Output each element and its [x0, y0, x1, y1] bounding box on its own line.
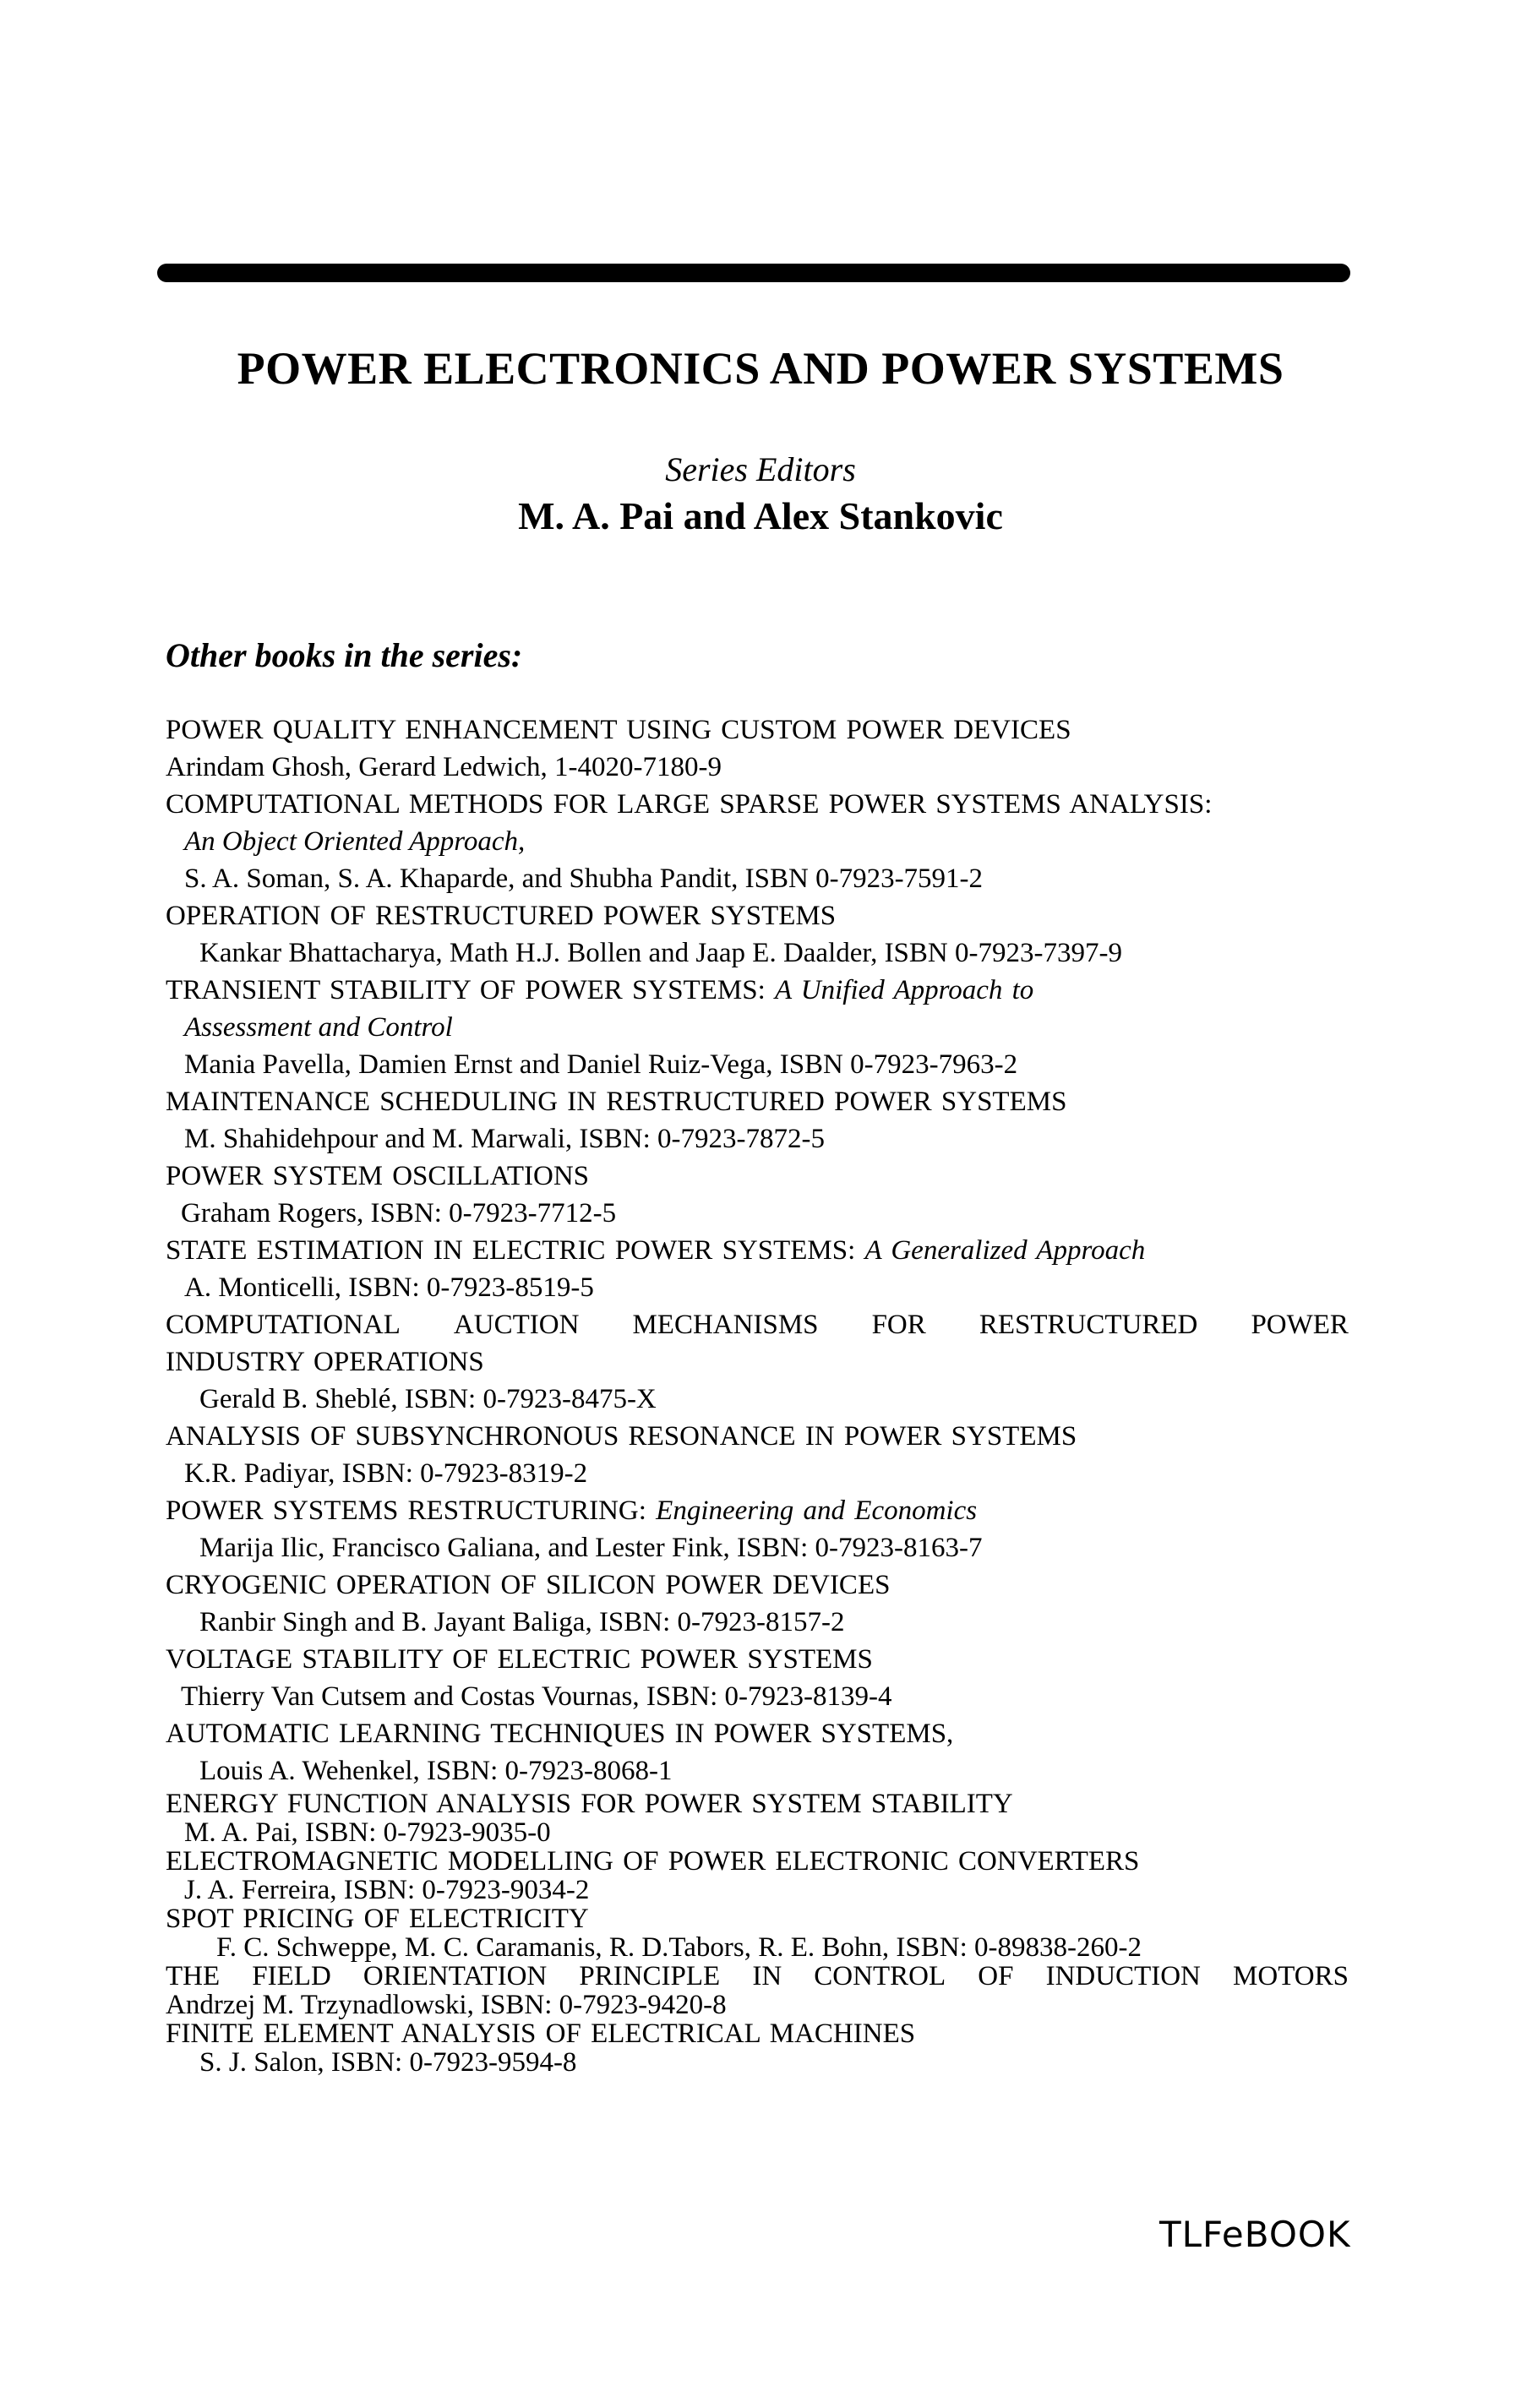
series-title: POWER ELECTRONICS AND POWER SYSTEMS	[237, 343, 1284, 394]
book-entry	[166, 1641, 1349, 1715]
book-subtitle-inline: A Generalized Approach	[864, 1235, 1146, 1266]
book-title-word: RESTRUCTURED	[979, 1310, 1198, 1340]
book-title-justified	[166, 1962, 1349, 1991]
book-title-word: POWER	[1251, 1310, 1349, 1340]
book-entry	[166, 1566, 1349, 1641]
book-title: CRYOGENIC OPERATION OF SILICON POWER DEVICES	[166, 1570, 891, 1600]
other-books-heading: Other books in the series:	[166, 636, 523, 674]
book-title: ENERGY FUNCTION ANALYSIS FOR POWER SYSTEM STABILITY	[166, 1789, 1013, 1819]
book-entry	[166, 1418, 1349, 1492]
book-entry	[166, 711, 1349, 786]
book-authors: F. C. Schweppe, M. C. Caramanis, R. D.Tabors, R. E. Bohn, ISBN: 0-89838-260-2	[216, 1932, 1142, 1963]
book-authors: M. A. Pai, ISBN: 0-7923-9035-0	[184, 1817, 551, 1848]
book-title: POWER SYSTEMS RESTRUCTURING:	[166, 1495, 646, 1526]
book-authors: Graham Rogers, ISBN: 0-7923-7712-5	[181, 1198, 617, 1229]
book-authors: Arindam Ghosh, Gerard Ledwich, 1-4020-7180-9	[166, 752, 722, 782]
series-editors-label: Series Editors	[665, 450, 856, 488]
book-entry	[166, 1083, 1349, 1158]
book-title-word: THE	[166, 1961, 221, 1991]
book-authors: A. Monticelli, ISBN: 0-7923-8519-5	[184, 1272, 594, 1303]
book-title: POWER QUALITY ENHANCEMENT USING CUSTOM POWER DEVICES	[166, 715, 1071, 745]
book-title-line	[166, 1232, 1349, 1269]
book-entry	[166, 1492, 1349, 1566]
book-authors: Kankar Bhattacharya, Math H.J. Bollen and Jaap E. Daalder, ISBN 0-7923-7397-9	[199, 938, 1122, 968]
book-authors: J. A. Ferreira, ISBN: 0-7923-9034-2	[184, 1875, 590, 1905]
book-title-justified	[166, 1306, 1349, 1343]
book-authors: S. J. Salon, ISBN: 0-7923-9594-8	[199, 2047, 577, 2078]
book-subtitle-inline: Engineering and Economics	[656, 1495, 978, 1526]
book-title-word: PRINCIPLE	[579, 1961, 721, 1991]
book-entry	[166, 2019, 1349, 2077]
book-entry	[166, 1306, 1349, 1418]
book-subtitle: An Object Oriented Approach,	[184, 826, 526, 857]
book-title: FINITE ELEMENT ANALYSIS OF ELECTRICAL MACHINES	[166, 2018, 916, 2049]
book-entry	[166, 1158, 1349, 1232]
book-title-word: FIELD	[252, 1961, 331, 1991]
book-title: MAINTENANCE SCHEDULING IN RESTRUCTURED POWER SYSTEMS	[166, 1087, 1067, 1117]
book-entry	[166, 786, 1349, 897]
book-title: VOLTAGE STABILITY OF ELECTRIC POWER SYSTEMS	[166, 1644, 873, 1675]
book-entry	[166, 972, 1349, 1083]
book-title-line	[166, 972, 1349, 1009]
book-title-word: AUCTION	[453, 1310, 580, 1340]
book-title-word: CONTROL	[814, 1961, 946, 1991]
book-authors: Thierry Van Cutsem and Costas Vournas, ISBN: 0-7923-8139-4	[181, 1681, 892, 1712]
book-entry	[166, 1962, 1349, 2019]
book-title: ANALYSIS OF SUBSYNCHRONOUS RESONANCE IN POWER SYSTEMS	[166, 1421, 1077, 1452]
book-entry	[166, 1232, 1349, 1306]
book-entry	[166, 1715, 1349, 1790]
book-entry	[166, 1847, 1349, 1904]
book-title: AUTOMATIC LEARNING TECHNIQUES IN POWER SYSTEMS,	[166, 1719, 954, 1749]
book-title-word: OF	[978, 1961, 1014, 1991]
book-authors: Marija Ilic, Francisco Galiana, and Lester Fink, ISBN: 0-7923-8163-7	[199, 1533, 983, 1563]
book-authors: Louis A. Wehenkel, ISBN: 0-7923-8068-1	[199, 1756, 673, 1786]
book-title-word: MOTORS	[1233, 1961, 1349, 1991]
book-title-line	[166, 1492, 1349, 1529]
book-authors: Andrzej M. Trzynadlowski, ISBN: 0-7923-9420-8	[166, 1990, 727, 2020]
book-list	[166, 711, 1349, 2077]
book-title-word: INDUCTION	[1045, 1961, 1201, 1991]
book-title: POWER SYSTEM OSCILLATIONS	[166, 1161, 590, 1191]
book-authors: M. Shahidehpour and M. Marwali, ISBN: 0-7923-7872-5	[184, 1124, 826, 1154]
footer-brand: TLFeBOOK	[1159, 2214, 1351, 2255]
book-authors: K.R. Padiyar, ISBN: 0-7923-8319-2	[184, 1458, 588, 1489]
book-subtitle: Assessment and Control	[184, 1012, 453, 1043]
book-title-word: MECHANISMS	[632, 1310, 819, 1340]
series-editors-names: M. A. Pai and Alex Stankovic	[518, 494, 1003, 537]
book-authors: Ranbir Singh and B. Jayant Baliga, ISBN: 0-7923-8157-2	[199, 1607, 845, 1637]
book-entry	[166, 1790, 1349, 1847]
book-title: TRANSIENT STABILITY OF POWER SYSTEMS:	[166, 975, 766, 1005]
book-authors: S. A. Soman, S. A. Khaparde, and Shubha Pandit, ISBN 0-7923-7591-2	[184, 864, 984, 894]
top-horizontal-rule	[157, 264, 1350, 282]
book-title: SPOT PRICING OF ELECTRICITY	[166, 1904, 589, 1934]
book-title-word: ORIENTATION	[363, 1961, 548, 1991]
book-title: OPERATION OF RESTRUCTURED POWER SYSTEMS	[166, 901, 837, 931]
book-authors: Gerald B. Sheblé, ISBN: 0-7923-8475-X	[199, 1384, 657, 1414]
book-title: STATE ESTIMATION IN ELECTRIC POWER SYSTEMS:	[166, 1235, 856, 1266]
book-entry	[166, 1904, 1349, 1962]
book-title-word: IN	[752, 1961, 782, 1991]
book-title: ELECTROMAGNETIC MODELLING OF POWER ELECTRONIC CONVERTERS	[166, 1846, 1140, 1877]
book-title-word: COMPUTATIONAL	[166, 1310, 401, 1340]
book-title: COMPUTATIONAL METHODS FOR LARGE SPARSE POWER SYSTEMS ANALYSIS:	[166, 789, 1213, 820]
book-subtitle-inline: A Unified Approach to	[775, 975, 1034, 1005]
book-entry	[166, 897, 1349, 972]
book-title-word: FOR	[871, 1310, 926, 1340]
book-title-continued: INDUSTRY OPERATIONS	[166, 1347, 484, 1377]
book-authors: Mania Pavella, Damien Ernst and Daniel Ruiz-Vega, ISBN 0-7923-7963-2	[184, 1049, 1018, 1080]
